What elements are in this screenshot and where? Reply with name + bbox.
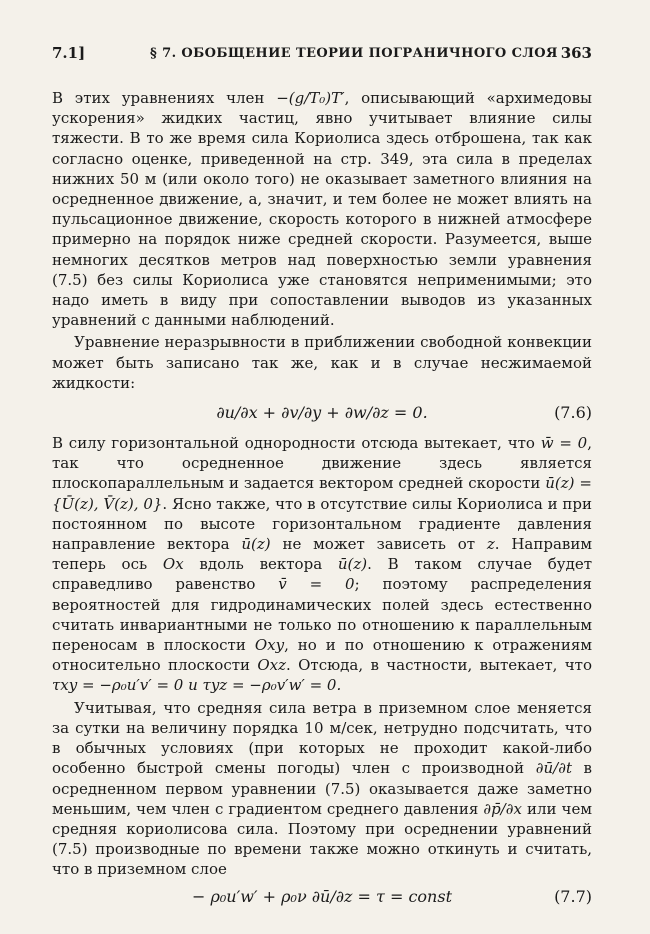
section-number: 7.1] — [52, 44, 86, 62]
p3-c: . Ясно также, что в отсутствие силы Кориолиса и при постоянном по высоте горизонтальном градиенте давления направление вектора — [52, 494, 592, 554]
paragraph-4 — [52, 698, 592, 880]
p1-start: В этих уравнениях член — [52, 89, 265, 107]
paragraph-3 — [52, 433, 592, 696]
oxz-plane: Oxz — [257, 656, 287, 675]
mean-velocity-vector: ū(z) = {Ū(z), V̄(z), 0} — [52, 474, 592, 513]
p4-b: в осредненном первом уравнении (7.5) оказывается даже заметно меньшим, чем член с градиентом среднего давления — [52, 759, 592, 818]
paragraph-1 — [52, 88, 592, 330]
p4-a: Учитывая, что средняя сила ветра в приземном слое меняется за сутки на величину порядка 10 м/сек, нетрудно подсчитать, что в обычных условиях (при которых не проходит какой-либо особенно быстрой смены погоды) член с производной — [52, 698, 592, 778]
p3-j: . Отсюда, в частности, вытекает, что — [286, 656, 592, 675]
stress-components: τxy = −ρ₀u′v′ = 0 и τyz = −ρ₀v′w′ = 0. — [52, 676, 342, 695]
p3-d: не может зависеть от — [270, 535, 487, 554]
equation-7-6-number: (7.6) — [554, 403, 592, 423]
page-body — [52, 88, 592, 914]
p3-h: ; поэтому распределения вероятностей для гидродинамических полей здесь естественно считать инвариантными не только по отношению к параллельным переносам в плоскости — [52, 575, 593, 655]
equation-7-6-body: ∂u/∂x + ∂v/∂y + ∂w/∂z = 0. — [216, 403, 428, 423]
p3-g: . В таком случае будет справедливо равенство — [52, 555, 593, 594]
p3-a: В силу горизонтальной однородности отсюда вытекает, что — [52, 434, 541, 453]
dp-dx-derivative: ∂p̄/∂x — [483, 799, 522, 818]
oxy-plane: Oxy — [254, 636, 285, 655]
equation-7-7 — [52, 880, 592, 914]
page-number: 363 — [560, 44, 592, 62]
ox-axis: Ox — [162, 555, 184, 574]
p3-b: , так что осредненное движение здесь является плоскопараллельным и задается вектором средней скорости — [52, 434, 592, 493]
w-mean-zero: w̄ = 0 — [540, 434, 588, 453]
paragraph-2: Уравнение неразрывности в приближении свободной конвекции может быть записано так же, как и в случае несжимаемой жидкости: — [52, 333, 592, 392]
p3-i: , но и по отношению к отражениям относительно плоскости — [52, 636, 593, 675]
equation-7-6 — [52, 393, 592, 433]
p3-e: . Направим теперь ось — [52, 535, 592, 574]
running-title: § 7. ОБОБЩЕНИЕ ТЕОРИИ ПОГРАНИЧНОГО СЛОЯ — [150, 46, 558, 61]
equation-7-7-body: − ρ₀u′w′ + ρ₀ν ∂ū/∂z = τ = const — [191, 886, 452, 906]
z-variable: z — [486, 535, 495, 554]
du-dt-derivative: ∂ū/∂t — [535, 759, 572, 778]
equation-7-7-number: (7.7) — [554, 886, 592, 906]
archimedes-term: −(g/T₀)T′ — [276, 89, 345, 107]
mean-velocity-vector-3: ū(z) — [337, 555, 368, 574]
p4-c: или чем средняя кориолисова сила. Поэтому при осреднении уравнений (7.5) производные по времени также можно откинуть и считать, что в приземном слое — [52, 799, 592, 879]
p3-f: вдоль вектора — [183, 555, 338, 574]
running-header — [52, 44, 592, 68]
mean-velocity-vector-2: ū(z) — [241, 535, 271, 554]
p1-rest: , описывающий «архимедовы ускорения» жидких частиц, явно учитывает влияние силы тяжести. В то же время сила Кориолиса здесь отброшена, так как согласно оценке, приведенной на стр. 349, эта сила в пределах нижних 50 м (или около того) не оказывает заметного влияния на осредненное движение, а, значит, и тем более не может влиять на пульсационное движение, скорость которого в нижней атмосфере примерно на порядок ниже средней скорости. Разумеется, выше немногих десятков метров над поверхностью земли уравнения (7.5) без силы Кориолиса уже становятся неприменимыми; это надо иметь в виду при сопоставлении выводов из указанных уравнений с данными наблюдений. — [52, 89, 592, 330]
v-mean-zero: v̄ = 0 — [278, 575, 355, 594]
